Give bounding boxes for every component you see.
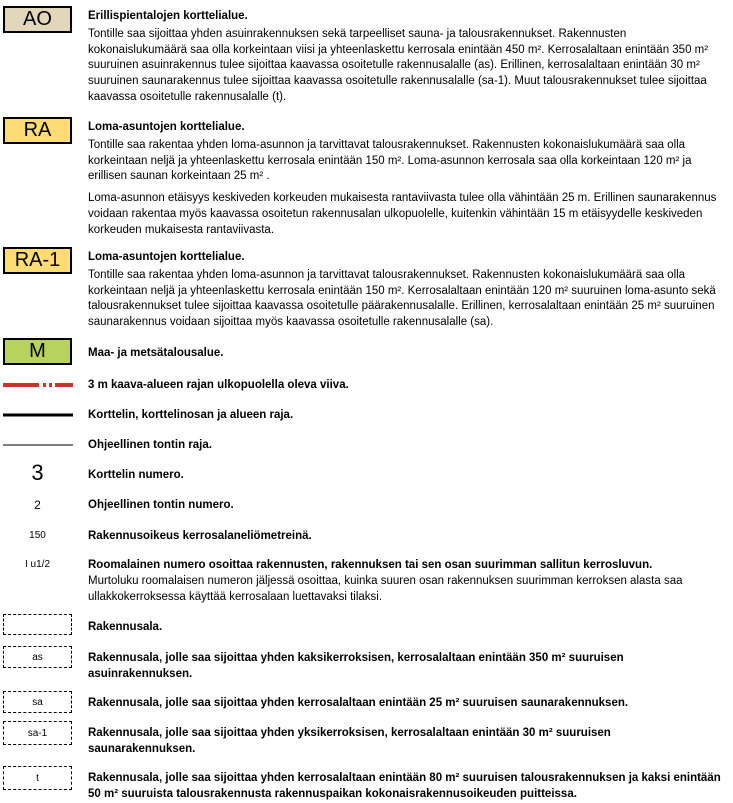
zone-code-ra: RA <box>3 117 72 144</box>
symbol-build-sa <box>3 691 72 713</box>
build-sa1-box: sa-1 <box>3 721 72 745</box>
legend-title-m: Maa- ja metsätalousalue. <box>88 347 224 359</box>
legend-paragraph: Murtoluku roomalaisen numeron jäljessä osoittaa, kuinka suuren osan rakennuksen suurimman kerroksen alasta saa ullakkokerroksessa käyttää kerrosalaan luettavaksi tilaksi. <box>88 575 683 603</box>
legend-paragraph: Tontille saa rakentaa yhden loma-asunnon ja tarvittavat talousrakennukset. Rakennusten kokonaislukumäärä saa olla korkeintaan neljä ja yhteenlaskettu kerrosala enintään 150 m². Loma-asunnon kerrosala saa olla korkeintaan 120 m² ja erillisen saunan korkeintaan 25 m² . <box>88 139 692 183</box>
symbol-build-as <box>3 646 72 668</box>
build-area-box <box>3 614 72 635</box>
legend-text-floor-area <box>88 529 728 544</box>
symbol-ra <box>3 117 72 144</box>
block-number-symbol: 3 <box>31 460 44 485</box>
legend-text-build-as <box>88 650 728 682</box>
legend-text-ra <box>88 120 728 238</box>
legend-text-build-area <box>88 620 728 635</box>
legend-paragraph: Loma-asunnon etäisyys keskiveden korkeuden mukaisesta rantaviivasta tulee olla vähintään 25 m. Erillinen saunarakennus voidaan rakentaa myös kaavassa osoitetun rakennusalan ulkopuolelle, kuitenkin vähintään 15 m etäisyydelle keskiveden korkeuden mukaisesta rantaviivasta. <box>88 192 717 236</box>
build-sa-box: sa <box>3 691 72 713</box>
legend-text-ra1 <box>88 250 728 331</box>
legend-title-ra: Loma-asuntojen korttelialue. <box>88 121 245 133</box>
legend-text-build-sa <box>88 696 728 711</box>
legend-title-build-t: Rakennusala, jolle saa sijoittaa yhden kerrosalaltaan enintään 80 m² suuruisen talousrakennuksen ja kaksi enintään 50 m² suuruista talousrakennusta rakennuspaikan kokonaisrakennusoikeuden puitteissa. <box>88 772 721 800</box>
legend-title-block-number: Korttelin numero. <box>88 469 184 481</box>
zone-code-ra1: RA-1 <box>3 247 72 274</box>
thin-line-icon <box>3 442 73 448</box>
legend-text-block-number <box>88 468 728 483</box>
build-as-box: as <box>3 646 72 668</box>
zone-code-m: M <box>3 338 72 365</box>
symbol-ao <box>3 6 72 33</box>
legend-title-line-plot: Ohjeellinen tontin raja. <box>88 439 212 451</box>
legend-text-line-3m <box>88 378 728 393</box>
legend-title-ra1: Loma-asuntojen korttelialue. <box>88 251 245 263</box>
storeys-symbol: I u1/2 <box>24 559 51 570</box>
legend-text-line-plot <box>88 438 728 453</box>
legend-title-plot-number: Ohjeellinen tontin numero. <box>88 499 234 511</box>
symbol-build-t <box>3 766 72 790</box>
legend-title-build-as: Rakennusala, jolle saa sijoittaa yhden kaksikerroksisen, kerrosalaltaan enintään 350 m² suuruisen asuinrakennuksen. <box>88 652 624 680</box>
legend-text-storeys <box>88 558 728 605</box>
legend-title-storeys: Roomalainen numero osoittaa rakennusten, rakennuksen tai sen osan suurimman sallitun kerrosluvun. <box>88 559 653 571</box>
legend-text-ao <box>88 9 728 106</box>
legend-title-build-sa: Rakennusala, jolle saa sijoittaa yhden kerrosalaltaan enintään 25 m² suuruisen saunarakennuksen. <box>88 697 629 709</box>
legend-title-line-block: Korttelin, korttelinosan ja alueen raja. <box>88 409 294 421</box>
plot-number-symbol: 2 <box>34 498 41 512</box>
zone-code-ao: AO <box>3 6 72 33</box>
symbol-build-sa1 <box>3 721 72 745</box>
legend-title-floor-area: Rakennusoikeus kerrosalaneliömetreinä. <box>88 530 312 542</box>
legend-title-ao: Erillispientalojen korttelialue. <box>88 10 248 22</box>
build-t-box: t <box>3 766 72 790</box>
legend-text-build-sa1 <box>88 725 728 757</box>
legend-title-line-3m: 3 m kaava-alueen rajan ulkopuolella oleva viiva. <box>88 379 349 391</box>
legend-text-line-block <box>88 408 728 423</box>
floor-area-symbol: 150 <box>29 530 46 541</box>
legend-title-build-area: Rakennusala. <box>88 621 163 633</box>
symbol-build-area <box>3 614 72 635</box>
legend-text-plot-number <box>88 498 728 513</box>
legend-title-build-sa1: Rakennusala, jolle saa sijoittaa yhden yksikerroksisen, kerrosalaltaan enintään 30 m² suuruisen saunarakennuksen. <box>88 727 611 755</box>
legend-paragraph: Tontille saa rakentaa yhden loma-asunnon ja tarvittavat talousrakennukset. Rakennusten kokonaislukumäärä saa olla korkeintaan neljä ja yhteenlaskettu kerrosala enintään 150 m². Kerrosalaltaan enintään 120 m² suuruinen loma-asunto sekä talousrakennukset tulee sijoittaa kaavassa osoitetulle päärakennusalalle. Erillinen, kerrosalaltaan enintään 25 m² suuruinen saunarakennus voidaan sijoittaa myös kaavassa osoitetulle rakennusalalle (sa). <box>88 269 716 329</box>
symbol-ra1 <box>3 247 72 274</box>
legend-text-build-t <box>88 770 728 802</box>
legend-paragraph: Tontille saa sijoittaa yhden asuinrakennuksen sekä tarpeelliset sauna- ja talousrakennukset. Rakennusten kokonaislukumäärä saa olla korkeintaan viisi ja yhteenlaskettu kerrosala enintään 450 m². Kerrosalaltaan enintään 350 m² suuruinen asuinrakennus tulee sijoittaa kaavassa osoitetulle rakennusalalle (as). Erillinen, kerrosalaltaan enintään 30 m² suuruinen saunarakennus tulee sijoittaa kaavassa osoitetulle rakennusalalle (sa-1). Muut talousrakennukset tulee sijoittaa kaavassa osoitetulle rakennusalalle (t). <box>88 28 709 103</box>
symbol-m <box>3 338 72 365</box>
red-dash-dot-line-icon <box>3 382 73 388</box>
legend-text-m <box>88 346 728 361</box>
thick-line-icon <box>3 412 73 418</box>
